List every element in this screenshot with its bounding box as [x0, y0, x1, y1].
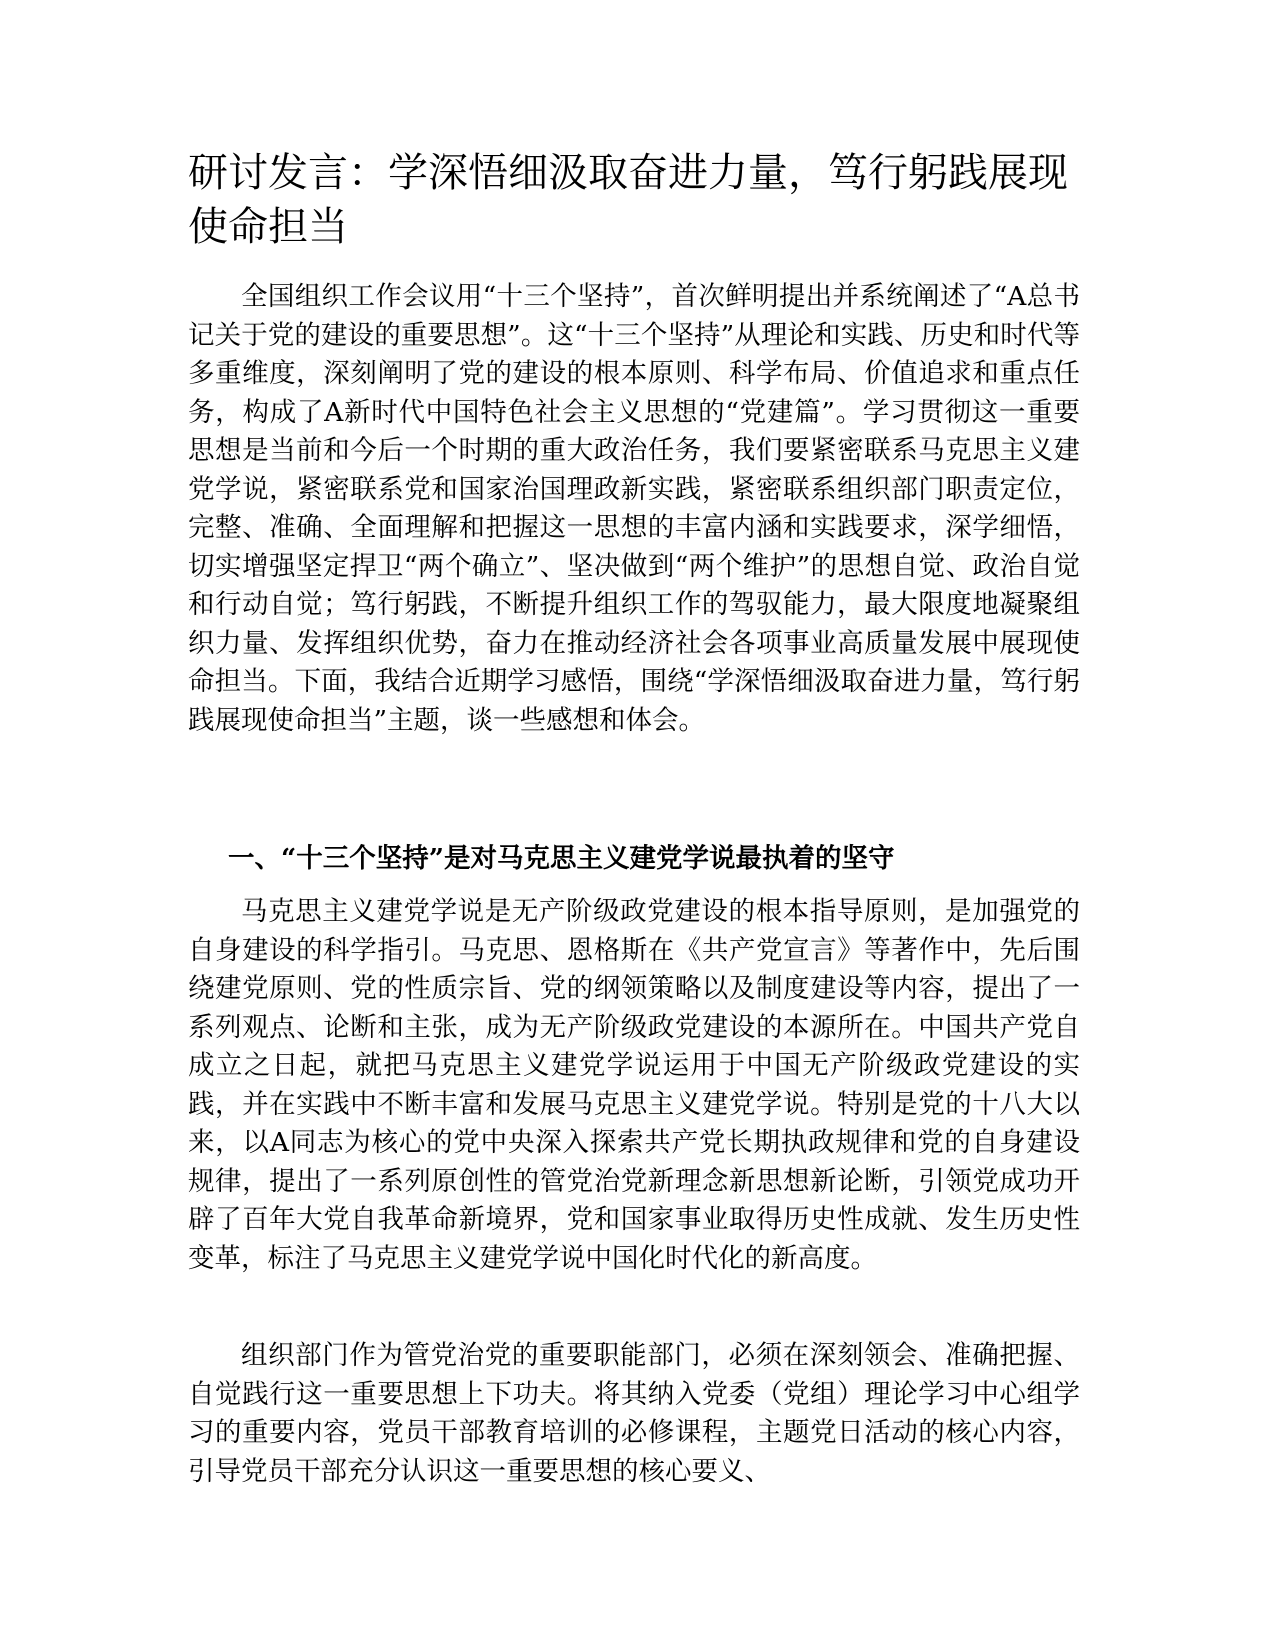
body-paragraph: 组织部门作为管党治党的重要职能部门，必须在深刻领会、准确把握、自觉践行这一重要思想上下功夫。将其纳入党委（党组）理论学习中心组学习的重要内容，党员干部教育培训的必修课程，主题党日活动的核心内容，引导党员干部充分认识这一重要思想的核心要义、 [188, 1340, 1080, 1487]
body-paragraph: 马克思主义建党学说是无产阶级政党建设的根本指导原则，是加强党的自身建设的科学指引。马克思、恩格斯在《共产党宣言》等著作中，先后围绕建党原则、党的性质宗旨、党的纲领策略以及制度建设等内容，提出了一系列观点、论断和主张，成为无产阶级政党建设的本源所在。中国共产党自成立之日起，就把马克思主义建党学说运用于中国无产阶级政党建设的实践，并在实践中不断丰富和发展马克思主义建党学说。特别是党的十八大以来，以A同志为核心的党中央深入探索共产党长期执政规律和党的自身建设规律，提出了一系列原创性的管党治党新理念新思想新论断，引领党成功开辟了百年大党自我革命新境界，党和国家事业取得历史性成就、发生历史性变革，标注了马克思主义建党学说中国化时代化的新高度。 [188, 896, 1080, 1274]
section-heading: 一、“十三个坚持”是对马克思主义建党学说最执着的坚守 [228, 843, 895, 874]
document-title: 研讨发言：学深悟细汲取奋进力量，笃行躬践展现使命担当 [188, 150, 1068, 250]
intro-paragraph: 全国组织工作会议用“十三个坚持”，首次鲜明提出并系统阐述了“A总书记关于党的建设的重要思想”。这“十三个坚持”从理论和实践、历史和时代等多重维度，深刻阐明了党的建设的根本原则、科学布局、价值追求和重点任务，构成了A新时代中国特色社会主义思想的“党建篇”。学习贯彻这一重要思想是当前和今后一个时期的重大政治任务，我们要紧密联系马克思主义建党学说，紧密联系党和国家治国理政新实践，紧密联系组织部门职责定位，完整、准确、全面理解和把握这一思想的丰富内涵和实践要求，深学细悟，切实增强坚定捍卫“两个确立”、坚决做到“两个维护”的思想自觉、政治自觉和行动自觉；笃行躬践，不断提升组织工作的驾驭能力，最大限度地凝聚组织力量、发挥组织优势，奋力在推动经济社会各项事业高质量发展中展现使命担当。下面，我结合近期学习感悟，围绕“学深悟细汲取奋进力量，笃行躬践展现使命担当”主题，谈一些感想和体会。 [188, 281, 1080, 736]
